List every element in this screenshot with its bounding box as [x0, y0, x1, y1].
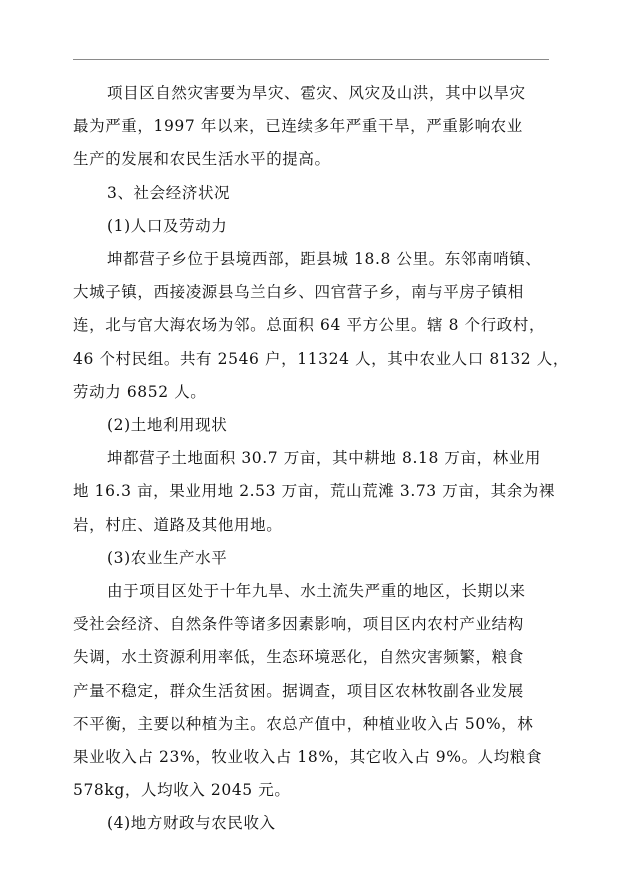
text-line: 劳动力 6852 人。 — [73, 382, 207, 401]
heading-social-economic-status: 3、社会经济状况 — [107, 183, 231, 202]
heading-land-use: (2)土地利用现状 — [107, 416, 228, 435]
paragraph-land-use — [73, 442, 556, 542]
text-line: 产量不稳定，群众生活贫困。据调查，项目区农林牧副各业发展 — [73, 681, 524, 700]
text-line: 坤都营子乡位于县境西部，距县城 18.8 公里。东邻南哨镇、 — [107, 250, 542, 269]
text-line: 连，北与官大海农场为邻。总面积 64 平方公里。辖 8 个行政村， — [73, 316, 546, 335]
text-line: 果业收入占 23%，牧业收入占 18%，其它收入占 9%。人均粮食 — [73, 748, 543, 767]
text-line: 578kg，人均收入 2045 元。 — [73, 781, 291, 800]
text-line: 项目区自然灾害要为旱灾、雹灾、风灾及山洪，其中以旱灾 — [107, 84, 526, 102]
heading-agricultural-production: (3)农业生产水平 — [107, 548, 228, 567]
header-rule — [73, 59, 549, 60]
text-line: 由于项目区处于十年九旱、水土流失严重的地区，长期以来 — [107, 582, 526, 601]
paragraph-natural-disasters — [73, 77, 556, 177]
heading-population-labor: (1)人口及劳动力 — [107, 216, 228, 235]
text-line: 受社会经济、自然条件等诸多因素影响，项目区内农村产业结构 — [73, 615, 524, 634]
text-line: 岩，村庄、道路及其他用地。 — [73, 515, 283, 534]
paragraph-population — [73, 243, 569, 409]
text-line: 最为严重，1997 年以来，已连续多年严重干旱，严重影响农业 — [73, 117, 523, 136]
text-line: 生产的发展和农民生活水平的提高。 — [73, 150, 331, 169]
heading-local-finance-income: (4)地方财政与农民收入 — [107, 814, 276, 833]
text-line: 失调，水土资源利用率低，生态环境恶化，自然灾害频繁，粮食 — [73, 648, 524, 667]
text-line: 大城子镇，西接凌源县乌兰白乡、四官营子乡，南与平房子镇相 — [73, 283, 524, 302]
text-line: 坤都营子土地面积 30.7 万亩，其中耕地 8.18 万亩，林业用 — [107, 449, 542, 468]
text-line: 地 16.3 亩，果业用地 2.53 万亩，荒山荒滩 3.73 万亩，其余为裸 — [73, 482, 555, 501]
document-body — [73, 77, 569, 841]
text-line: 不平衡，主要以种植为主。农总产值中，种植业收入占 50%，林 — [73, 714, 534, 733]
paragraph-agricultural-production — [73, 575, 556, 807]
text-line: 46 个村民组。共有 2546 户，11324 人，其中农业人口 8132 人， — [73, 349, 569, 368]
